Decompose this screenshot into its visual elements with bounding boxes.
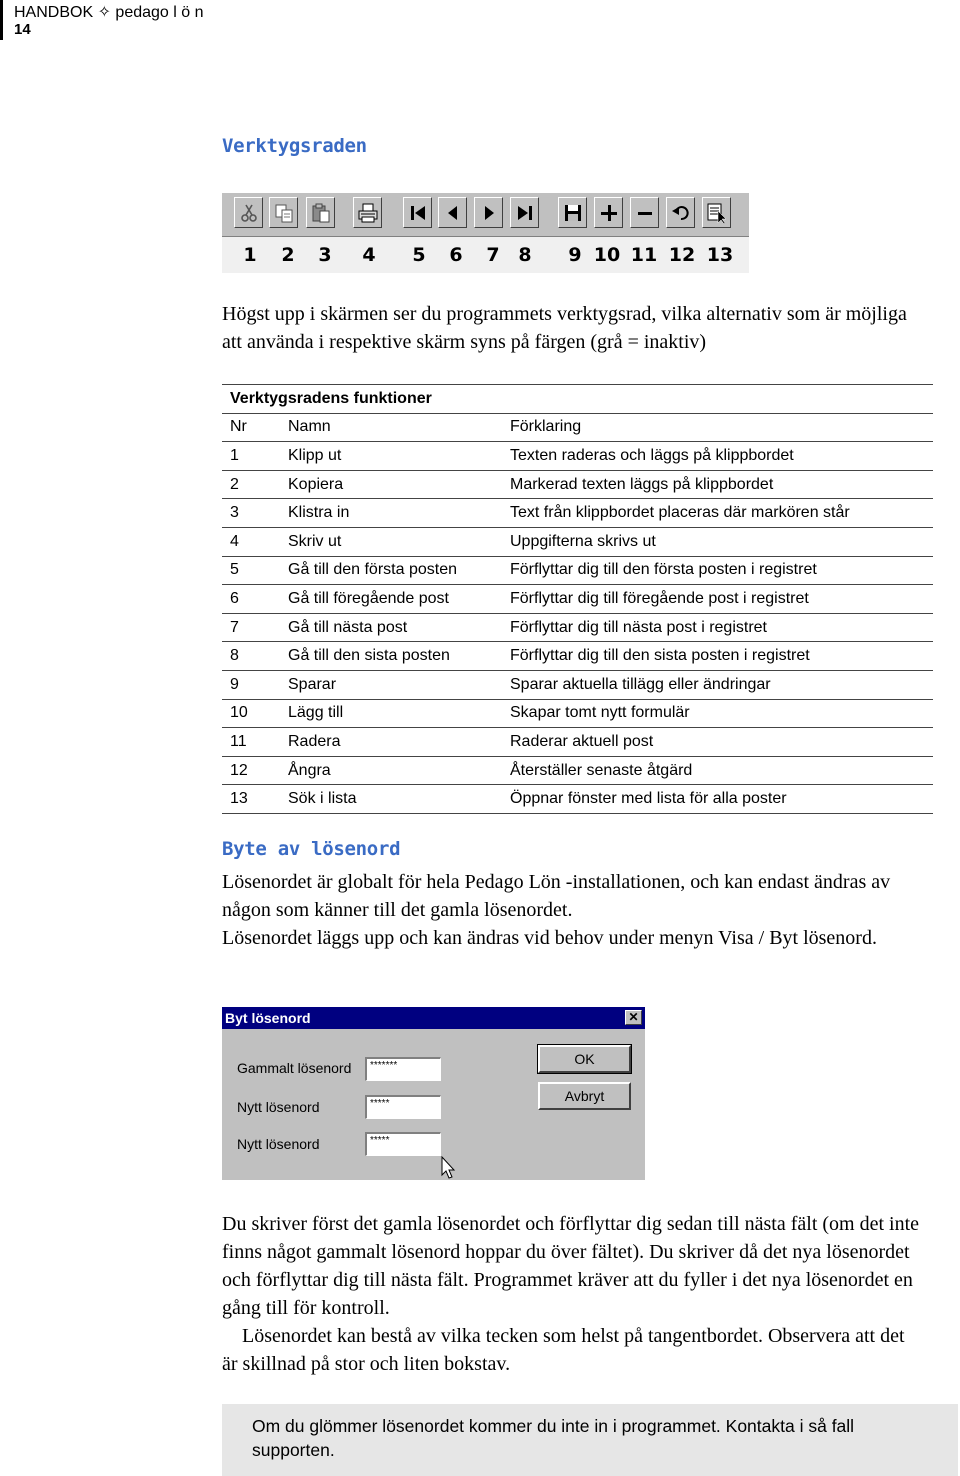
- table-row: [222, 756, 933, 785]
- table-row: [222, 499, 933, 528]
- password-paragraph-2: Lösenordet läggs upp och kan ändras vid behov under menyn Visa / Byt lösenord.: [222, 927, 877, 949]
- toolbar-illustration: [222, 191, 749, 273]
- confirm-password-field[interactable]: *****: [365, 1132, 441, 1156]
- new-password-field[interactable]: *****: [365, 1095, 441, 1119]
- row-nr: 9: [222, 670, 280, 699]
- row-nr: 8: [222, 642, 280, 671]
- row-explanation: Markerad texten läggs på klippbordet: [502, 470, 933, 499]
- row-explanation: Texten raderas och läggs på klippbordet: [502, 442, 933, 471]
- previous-record-icon: [438, 197, 467, 228]
- toolbar-number: 11: [630, 244, 658, 266]
- table-row: [222, 728, 933, 757]
- row-nr: 11: [222, 728, 280, 757]
- toolbar-number: 13: [706, 244, 734, 266]
- table-header-row: [222, 413, 933, 442]
- password-intro: [222, 868, 922, 952]
- row-explanation: Raderar aktuell post: [502, 728, 933, 757]
- section-heading-toolbar: Verktygsraden: [222, 135, 367, 157]
- row-name: Skriv ut: [280, 527, 502, 556]
- row-name: Gå till föregående post: [280, 585, 502, 614]
- copy-icon: [269, 197, 298, 228]
- table-caption: Verktygsradens funktioner: [222, 385, 933, 414]
- table-row: [222, 585, 933, 614]
- header-forklaring: Förklaring: [502, 413, 933, 442]
- confirm-password-label: Nytt lösenord: [237, 1136, 320, 1152]
- next-record-icon: [474, 197, 503, 228]
- toolbar-number: 2: [281, 244, 295, 266]
- table-row: [222, 470, 933, 499]
- toolbar-number: 9: [568, 244, 582, 266]
- toolbar-number: 8: [518, 244, 532, 266]
- intro-paragraph: Högst upp i skärmen ser du programmets verktygsrad, vilka alternativ som är möjliga att använda i respektive skärm syns på färgen (grå = inaktiv): [222, 303, 907, 353]
- new-password-label: Nytt lösenord: [237, 1099, 320, 1115]
- toolbar-number: 10: [593, 244, 621, 266]
- old-password-field[interactable]: *******: [365, 1057, 441, 1081]
- row-nr: 12: [222, 756, 280, 785]
- row-name: Gå till den första posten: [280, 556, 502, 585]
- toolbar-number: 7: [486, 244, 500, 266]
- row-explanation: Text från klippbordet placeras där markören står: [502, 499, 933, 528]
- body-paragraph-1: Du skriver först det gamla lösenordet och förflyttar dig sedan till nästa fält (om det inte finns något gammalt lösenord hoppar du över fältet). Du skriver då det nya lösenordet och förflyttar dig till nästa fält. Programmet kräver att du fyller i det nya lösenordet en gång till för kontroll.: [222, 1213, 920, 1319]
- row-name: Kopiera: [280, 470, 502, 499]
- cancel-button[interactable]: Avbryt: [538, 1082, 631, 1110]
- close-icon[interactable]: ✕: [625, 1010, 642, 1025]
- margin-bar: [0, 0, 3, 40]
- row-explanation: Förflyttar dig till den första posten i registret: [502, 556, 933, 585]
- row-name: Gå till nästa post: [280, 613, 502, 642]
- row-name: Gå till den sista posten: [280, 642, 502, 671]
- header-namn: Namn: [280, 413, 502, 442]
- mouse-cursor-icon: [441, 1156, 457, 1180]
- row-nr: 13: [222, 785, 280, 814]
- paste-icon: [306, 197, 335, 228]
- undo-icon: [666, 197, 695, 228]
- row-name: Klipp ut: [280, 442, 502, 471]
- row-name: Klistra in: [280, 499, 502, 528]
- add-icon: [594, 197, 623, 228]
- note-text: Om du glömmer lösenordet kommer du inte in i programmet. Kontakta i så fall supporten.: [252, 1416, 855, 1460]
- toolbar-number: 1: [243, 244, 257, 266]
- delete-icon: [630, 197, 659, 228]
- table-row: [222, 613, 933, 642]
- row-name: Ångra: [280, 756, 502, 785]
- section-heading-password: Byte av lösenord: [222, 838, 401, 860]
- row-explanation: Skapar tomt nytt formulär: [502, 699, 933, 728]
- row-nr: 3: [222, 499, 280, 528]
- password-paragraph-1: Lösenordet är globalt för hela Pedago Lön -installationen, och kan endast ändras av någon som känner till det gamla lösenordet.: [222, 871, 891, 921]
- cut-icon: [234, 197, 263, 228]
- row-explanation: Sparar aktuella tillägg eller ändringar: [502, 670, 933, 699]
- row-explanation: Förflyttar dig till nästa post i registret: [502, 613, 933, 642]
- row-explanation: Öppnar fönster med lista för alla poster: [502, 785, 933, 814]
- table-row: [222, 699, 933, 728]
- row-nr: 10: [222, 699, 280, 728]
- toolbar-number: 12: [668, 244, 696, 266]
- toolbar-number: 5: [412, 244, 426, 266]
- row-nr: 2: [222, 470, 280, 499]
- save-icon: [558, 197, 587, 228]
- first-record-icon: [403, 197, 432, 228]
- row-name: Sök i lista: [280, 785, 502, 814]
- row-name: Lägg till: [280, 699, 502, 728]
- toolbar-intro: [222, 300, 922, 356]
- body-text: [222, 1210, 922, 1378]
- toolbar-number: 4: [362, 244, 376, 266]
- table-row: [222, 527, 933, 556]
- last-record-icon: [510, 197, 539, 228]
- row-nr: 6: [222, 585, 280, 614]
- old-password-label: Gammalt lösenord: [237, 1060, 352, 1076]
- ok-button[interactable]: OK: [538, 1045, 631, 1073]
- row-nr: 5: [222, 556, 280, 585]
- running-title: HANDBOK ✧ pedago l ö n: [14, 4, 204, 21]
- row-nr: 4: [222, 527, 280, 556]
- toolbar-number: 3: [318, 244, 332, 266]
- row-explanation: Återställer senaste åtgärd: [502, 756, 933, 785]
- functions-table: [222, 384, 933, 814]
- row-name: Sparar: [280, 670, 502, 699]
- table-row: [222, 785, 933, 814]
- change-password-dialog: [222, 1007, 645, 1180]
- print-icon: [353, 197, 382, 228]
- table-row: [222, 670, 933, 699]
- row-nr: 1: [222, 442, 280, 471]
- row-explanation: Förflyttar dig till föregående post i registret: [502, 585, 933, 614]
- table-caption-row: [222, 385, 933, 414]
- search-list-icon: [702, 197, 731, 228]
- table-row: [222, 442, 933, 471]
- note-box: [222, 1404, 958, 1476]
- page-number: 14: [14, 21, 31, 38]
- row-explanation: Uppgifterna skrivs ut: [502, 527, 933, 556]
- body-paragraph-2: Lösenordet kan bestå av vilka tecken som helst på tangentbordet. Observera att det är skillnad på stor och liten bokstav.: [222, 1325, 905, 1375]
- header-nr: Nr: [222, 413, 280, 442]
- toolbar-number: 6: [449, 244, 463, 266]
- table-row: [222, 556, 933, 585]
- row-nr: 7: [222, 613, 280, 642]
- row-explanation: Förflyttar dig till den sista posten i registret: [502, 642, 933, 671]
- table-row: [222, 642, 933, 671]
- row-name: Radera: [280, 728, 502, 757]
- dialog-title: Byt lösenord: [222, 1007, 645, 1029]
